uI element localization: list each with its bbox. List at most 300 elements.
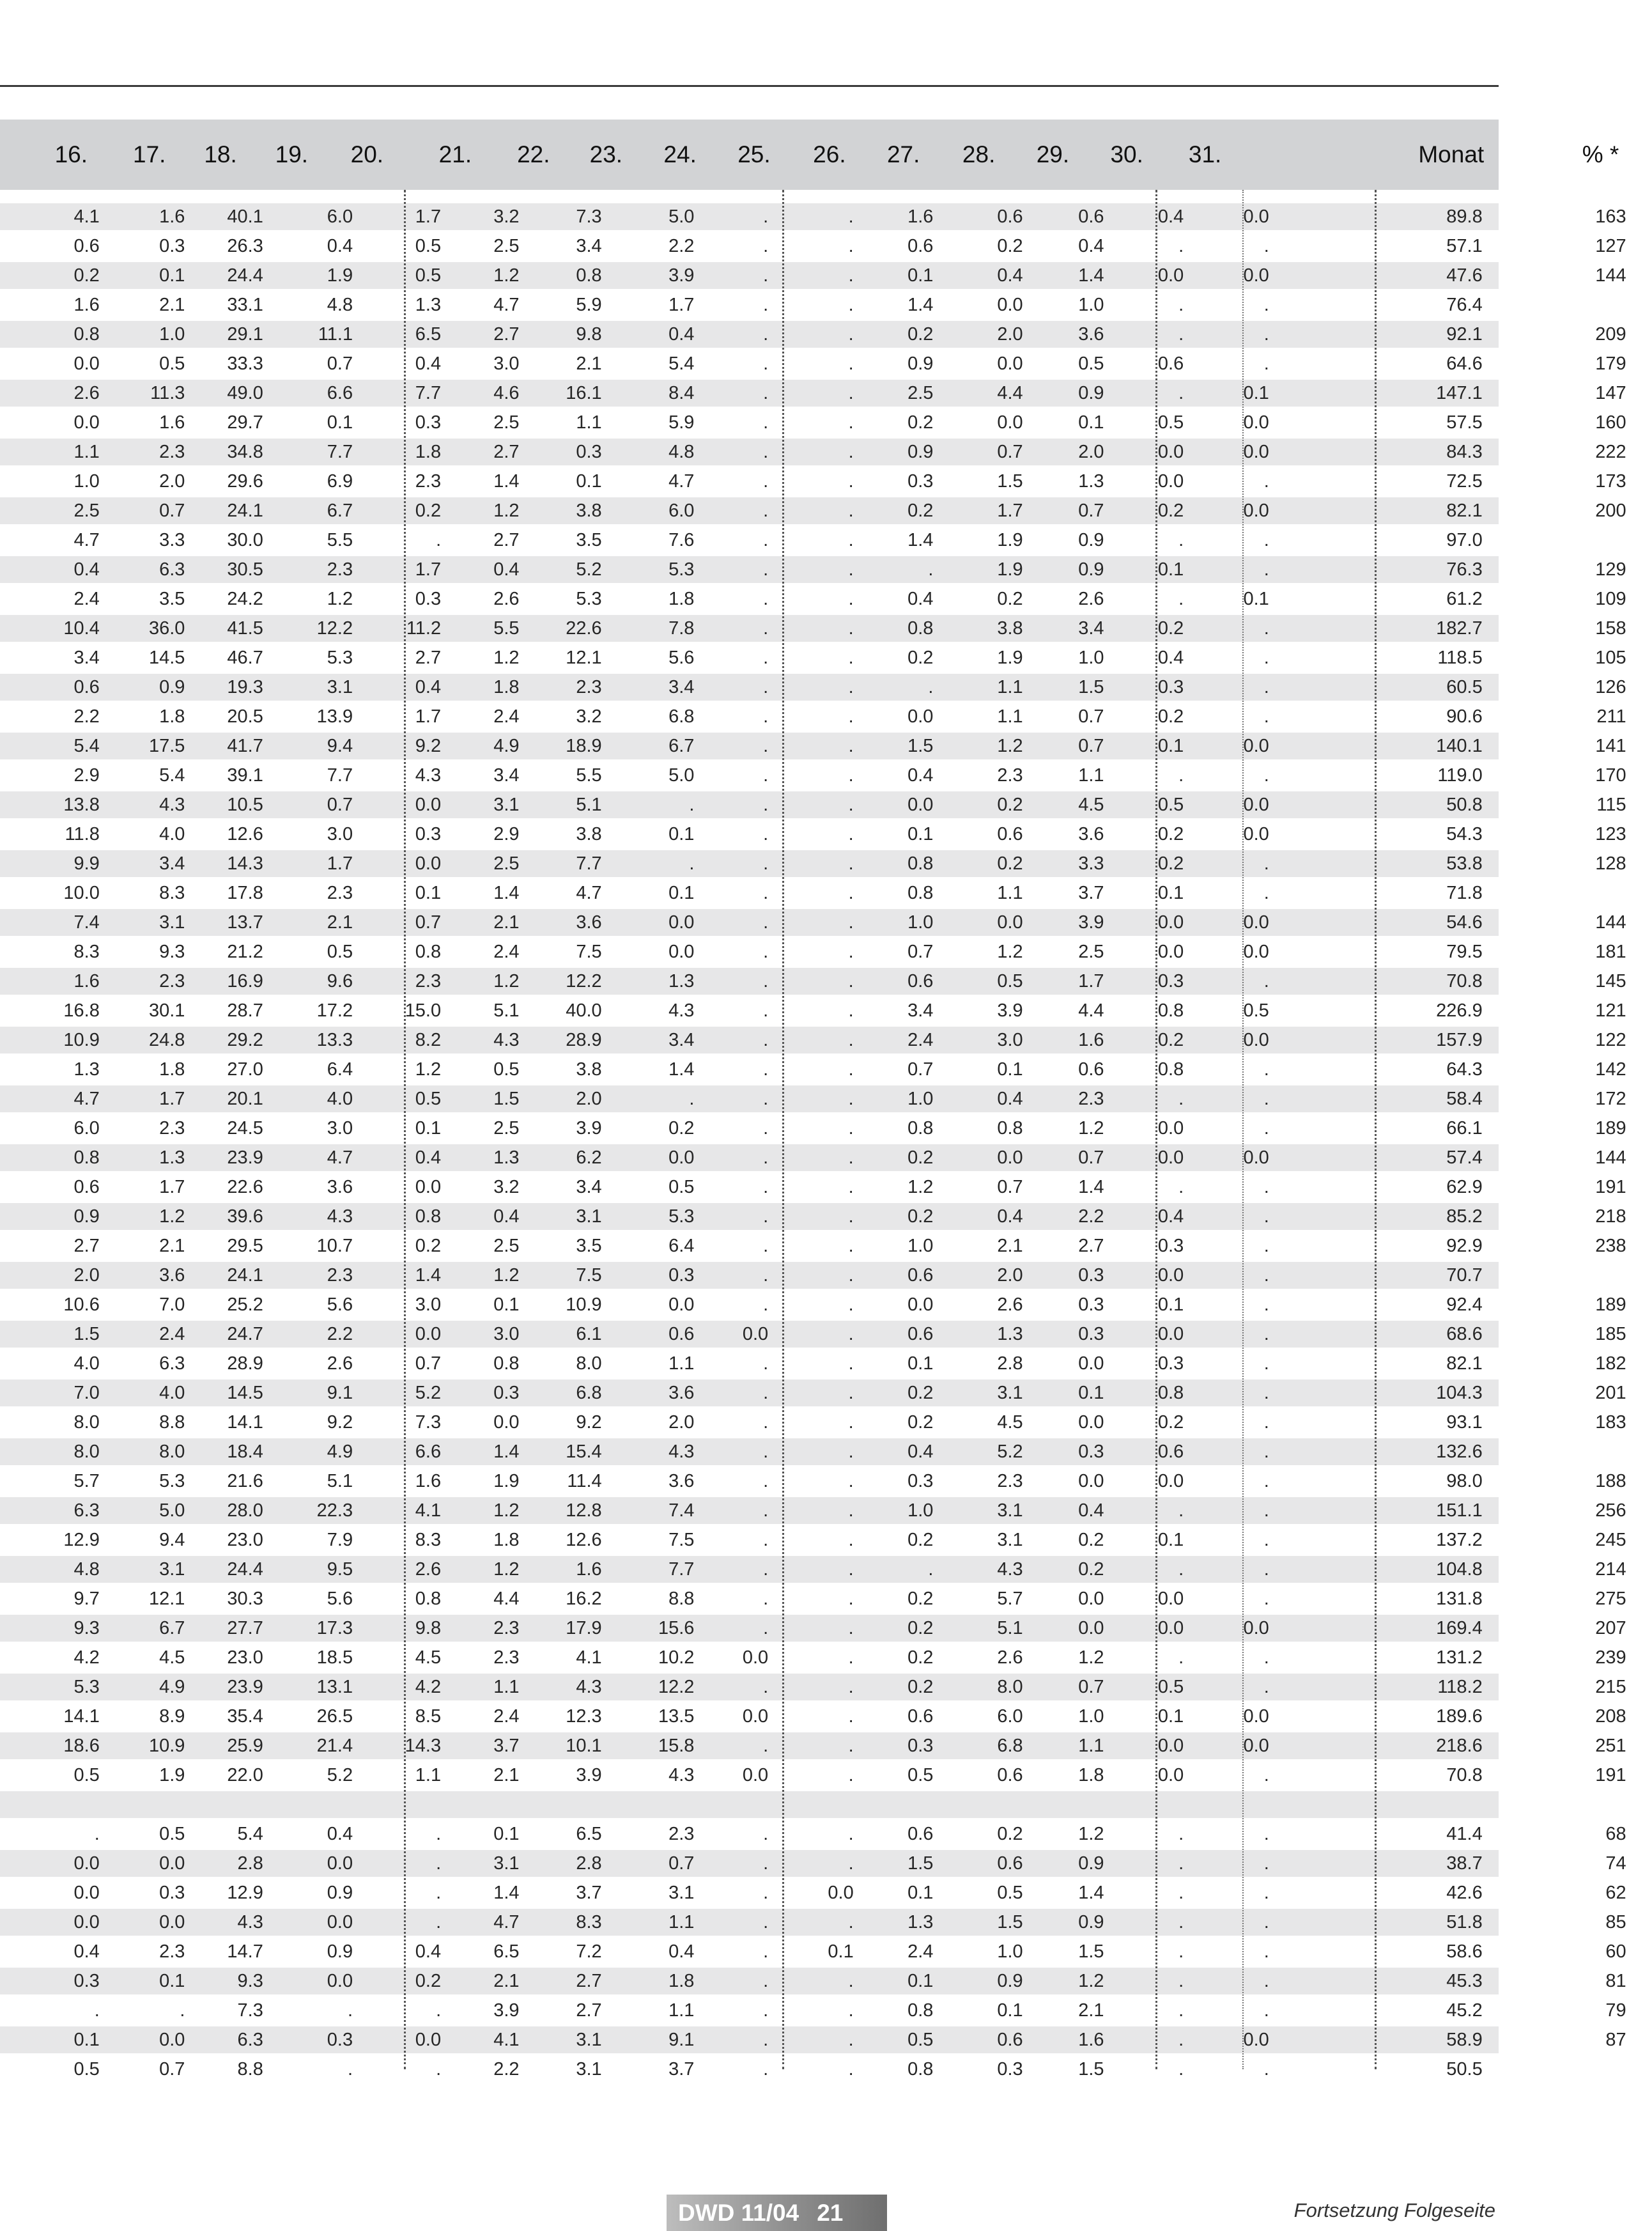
table-cell: . bbox=[848, 795, 854, 815]
table-cell: 0.0 bbox=[1157, 942, 1184, 962]
table-cell: 0.7 bbox=[907, 942, 934, 962]
table-cell: 0.8 bbox=[493, 1353, 520, 1374]
table-row bbox=[0, 2055, 1499, 2084]
table-cell: 87 bbox=[1605, 2030, 1626, 2050]
table-cell: 3.9 bbox=[493, 2000, 520, 2021]
table-cell: 51.8 bbox=[1446, 1912, 1483, 1932]
table-cell: 7.3 bbox=[237, 2000, 263, 2021]
table-cell: 6.3 bbox=[159, 559, 185, 580]
table-cell: 3.1 bbox=[576, 2030, 602, 2050]
table-cell: 5.2 bbox=[415, 1383, 442, 1403]
table-cell: 0.3 bbox=[1157, 1353, 1184, 1374]
table-cell: . bbox=[848, 1765, 854, 1785]
table-cell: 3.9 bbox=[668, 265, 695, 286]
table-cell: 6.8 bbox=[997, 1736, 1023, 1756]
table-cell: 7.8 bbox=[668, 618, 695, 639]
table-cell: 13.5 bbox=[658, 1706, 695, 1727]
table-cell: 2.4 bbox=[493, 1706, 520, 1727]
table-cell: 24.4 bbox=[227, 265, 263, 286]
table-cell: 3.1 bbox=[159, 1559, 185, 1580]
table-cell: 207 bbox=[1595, 1618, 1626, 1638]
table-cell bbox=[1531, 1437, 1626, 1466]
table-cell: 222 bbox=[1595, 442, 1626, 462]
table-cell: 34.8 bbox=[227, 442, 263, 462]
table-cell bbox=[1249, 996, 1345, 1025]
table-cell: 22.0 bbox=[227, 1765, 263, 1785]
table-cell: . bbox=[763, 206, 769, 227]
table-cell: 50.8 bbox=[1446, 795, 1483, 815]
table-cell: . bbox=[763, 1530, 769, 1550]
table-cell: . bbox=[763, 1618, 769, 1638]
table-cell: 0.0 bbox=[415, 853, 442, 874]
table-cell: . bbox=[1178, 1824, 1184, 1844]
table-cell bbox=[1249, 1114, 1345, 1143]
table-cell: . bbox=[1263, 1530, 1269, 1550]
table-cell: 0.2 bbox=[997, 795, 1023, 815]
table-cell: 1.2 bbox=[1078, 1647, 1104, 1668]
table-cell: 1.0 bbox=[907, 912, 934, 933]
table-cell: 20.1 bbox=[227, 1089, 263, 1109]
table-cell: . bbox=[1263, 1824, 1269, 1844]
table-cell: 0.0 bbox=[1157, 1471, 1184, 1491]
table-cell bbox=[1249, 643, 1345, 672]
table-cell: 0.1 bbox=[1157, 559, 1184, 580]
table-cell: 0.2 bbox=[997, 1824, 1023, 1844]
table-cell: . bbox=[763, 795, 769, 815]
table-cell: . bbox=[1178, 295, 1184, 315]
table-cell: . bbox=[1263, 1059, 1269, 1080]
table-cell: 2.1 bbox=[493, 1971, 520, 1991]
table-cell: 8.4 bbox=[668, 383, 695, 403]
table-cell: 0.0 bbox=[1157, 1736, 1184, 1756]
table-cell: 4.3 bbox=[159, 795, 185, 815]
top-rule bbox=[0, 85, 1499, 87]
table-cell: 7.6 bbox=[668, 530, 695, 550]
table-row bbox=[0, 1672, 1626, 1702]
table-cell: 0.7 bbox=[1078, 1147, 1104, 1168]
table-cell: . bbox=[763, 1941, 769, 1962]
table-cell: 256 bbox=[1595, 1500, 1626, 1521]
table-cell: 47.6 bbox=[1446, 265, 1483, 286]
table-cell: 2.1 bbox=[327, 912, 353, 933]
table-cell: 0.0 bbox=[1078, 1589, 1104, 1609]
table-cell: 0.0 bbox=[668, 912, 695, 933]
table-cell: . bbox=[848, 942, 854, 962]
table-cell: 1.8 bbox=[668, 589, 695, 609]
table-cell: 1.7 bbox=[1078, 971, 1104, 991]
table-cell: 11.2 bbox=[406, 618, 442, 639]
table-cell: 68.6 bbox=[1446, 1324, 1483, 1344]
table-cell: 0.4 bbox=[997, 265, 1023, 286]
table-cell: 182.7 bbox=[1436, 618, 1483, 639]
table-cell: . bbox=[848, 1912, 854, 1932]
table-cell bbox=[1249, 1996, 1345, 2025]
table-cell: 2.6 bbox=[327, 1353, 353, 1374]
table-cell: 0.8 bbox=[907, 2000, 934, 2021]
table-cell: 3.2 bbox=[493, 206, 520, 227]
table-cell: . bbox=[436, 2059, 442, 2079]
table-cell: 1.5 bbox=[1078, 1941, 1104, 1962]
table-cell: 4.2 bbox=[73, 1647, 100, 1668]
table-cell: 5.3 bbox=[73, 1677, 100, 1697]
table-cell: 14.3 bbox=[405, 1736, 442, 1756]
table-cell: 209 bbox=[1595, 324, 1626, 345]
table-cell: 2.3 bbox=[159, 442, 185, 462]
table-cell: 1.1 bbox=[997, 677, 1023, 697]
table-cell: 1.2 bbox=[159, 1206, 185, 1227]
table-cell: 0.7 bbox=[327, 795, 353, 815]
table-row bbox=[0, 820, 1626, 849]
table-cell: 0.2 bbox=[1078, 1559, 1104, 1580]
table-cell: 119.0 bbox=[1437, 765, 1483, 786]
table-cell: . bbox=[763, 1589, 769, 1609]
table-cell: . bbox=[436, 1883, 442, 1903]
table-cell: . bbox=[763, 971, 769, 991]
table-cell: 7.5 bbox=[576, 1265, 602, 1286]
table-cell: 0.5 bbox=[327, 942, 353, 962]
table-row bbox=[0, 1908, 1626, 1937]
table-cell: 0.3 bbox=[159, 236, 185, 256]
table-cell: 0.3 bbox=[997, 2059, 1023, 2079]
table-cell: 0.0 bbox=[1078, 1471, 1104, 1491]
table-cell: . bbox=[689, 1089, 695, 1109]
table-cell: 2.2 bbox=[668, 236, 695, 256]
table-cell: . bbox=[763, 412, 769, 433]
table-cell: 22.3 bbox=[316, 1500, 353, 1521]
table-cell: . bbox=[763, 265, 769, 286]
table-cell: . bbox=[848, 324, 854, 345]
table-cell: 41.4 bbox=[1446, 1824, 1483, 1844]
table-cell: . bbox=[1263, 883, 1269, 903]
table-cell: . bbox=[763, 912, 769, 933]
table-cell: . bbox=[180, 2000, 185, 2021]
table-cell: 0.0 bbox=[73, 1853, 100, 1874]
table-cell: 4.4 bbox=[997, 383, 1023, 403]
table-cell: 5.9 bbox=[576, 295, 602, 315]
table-cell: . bbox=[436, 1824, 442, 1844]
table-cell: . bbox=[848, 912, 854, 933]
table-cell: 62.9 bbox=[1446, 1177, 1483, 1197]
table-cell: . bbox=[763, 471, 769, 492]
table-cell: 3.1 bbox=[997, 1383, 1023, 1403]
table-cell: . bbox=[928, 1559, 934, 1580]
table-cell: . bbox=[1263, 236, 1269, 256]
table-row bbox=[0, 1466, 1626, 1496]
table-cell: 2.3 bbox=[1078, 1089, 1104, 1109]
table-cell: . bbox=[848, 677, 854, 697]
table-cell: 0.7 bbox=[1078, 706, 1104, 727]
table-cell: 0.0 bbox=[415, 795, 442, 815]
table-cell: 5.1 bbox=[327, 1471, 353, 1491]
table-cell: 0.0 bbox=[828, 1883, 854, 1903]
table-cell: 0.8 bbox=[415, 1206, 442, 1227]
table-cell: 9.1 bbox=[668, 2030, 695, 2050]
table-cell: 8.8 bbox=[237, 2059, 263, 2079]
table-cell: 0.2 bbox=[997, 589, 1023, 609]
table-cell: 141 bbox=[1595, 736, 1626, 756]
table-cell: 0.7 bbox=[907, 1059, 934, 1080]
table-cell: 0.7 bbox=[1078, 501, 1104, 521]
table-cell: 17.9 bbox=[566, 1618, 602, 1638]
table-cell: 24.2 bbox=[227, 589, 263, 609]
table-cell bbox=[1249, 231, 1345, 261]
table-cell bbox=[1249, 1555, 1345, 1584]
table-cell: . bbox=[848, 412, 854, 433]
table-cell: 92.4 bbox=[1446, 1294, 1483, 1315]
table-cell: 0.4 bbox=[997, 1206, 1023, 1227]
table-cell: 3.0 bbox=[327, 824, 353, 844]
table-cell: 10.9 bbox=[566, 1294, 602, 1315]
table-cell: . bbox=[763, 530, 769, 550]
table-cell: . bbox=[763, 324, 769, 345]
table-cell bbox=[1249, 1378, 1345, 1408]
table-cell: 0.0 bbox=[1157, 471, 1184, 492]
table-cell bbox=[1249, 1790, 1345, 1819]
table-cell: 0.8 bbox=[576, 265, 602, 286]
table-cell: 84.3 bbox=[1446, 442, 1483, 462]
table-cell bbox=[837, 1790, 933, 1819]
table-cell: 4.3 bbox=[668, 1442, 695, 1462]
table-cell: 50.5 bbox=[1446, 2059, 1483, 2079]
table-cell: 3.5 bbox=[159, 589, 185, 609]
table-cell: 1.5 bbox=[1078, 677, 1104, 697]
table-cell: 0.0 bbox=[327, 1971, 353, 1991]
table-row bbox=[0, 1349, 1626, 1378]
table-cell bbox=[1249, 1408, 1345, 1437]
table-cell: 1.8 bbox=[415, 442, 442, 462]
table-cell: 137.2 bbox=[1436, 1530, 1483, 1550]
table-cell: 0.0 bbox=[327, 1912, 353, 1932]
table-cell: 9.8 bbox=[415, 1618, 442, 1638]
table-cell: 1.7 bbox=[415, 206, 442, 227]
table-cell: 2.3 bbox=[327, 559, 353, 580]
table-cell: 2.5 bbox=[493, 1236, 520, 1256]
table-cell: 0.0 bbox=[742, 1706, 769, 1727]
table-cell: 3.3 bbox=[159, 530, 185, 550]
table-cell: 109 bbox=[1595, 589, 1626, 609]
table-cell: . bbox=[1263, 706, 1269, 727]
table-cell: 1.1 bbox=[997, 706, 1023, 727]
table-cell: 10.9 bbox=[148, 1736, 185, 1756]
table-cell: 2.6 bbox=[415, 1559, 442, 1580]
table-cell: 0.4 bbox=[668, 324, 695, 345]
table-row bbox=[0, 849, 1626, 878]
table-cell: 89.8 bbox=[1446, 206, 1483, 227]
table-cell: 1.6 bbox=[576, 1559, 602, 1580]
table-cell: 1.2 bbox=[997, 736, 1023, 756]
table-cell: . bbox=[763, 2059, 769, 2079]
table-cell: 7.3 bbox=[415, 1412, 442, 1433]
table-cell: 12.1 bbox=[566, 648, 602, 668]
table-cell: 8.8 bbox=[159, 1412, 185, 1433]
table-row bbox=[0, 467, 1626, 496]
table-cell bbox=[1249, 496, 1345, 525]
table-cell: . bbox=[763, 1971, 769, 1991]
table-cell: 24.1 bbox=[227, 501, 263, 521]
table-cell: 1.0 bbox=[907, 1236, 934, 1256]
table-cell: 4.8 bbox=[327, 295, 353, 315]
table-cell: 21.6 bbox=[227, 1471, 263, 1491]
table-cell: 3.1 bbox=[576, 1206, 602, 1227]
table-cell: 4.9 bbox=[159, 1677, 185, 1697]
table-cell: 172 bbox=[1595, 1089, 1626, 1109]
table-cell: 0.5 bbox=[1078, 354, 1104, 374]
table-cell: 5.4 bbox=[159, 765, 185, 786]
table-row bbox=[0, 1849, 1626, 1878]
table-cell: 9.3 bbox=[159, 942, 185, 962]
table-cell: 4.3 bbox=[668, 1765, 695, 1785]
publication-badge bbox=[667, 2195, 887, 2231]
table-row bbox=[0, 1878, 1626, 1908]
table-cell: . bbox=[848, 1471, 854, 1491]
table-cell: 1.7 bbox=[997, 501, 1023, 521]
table-cell: . bbox=[848, 1147, 854, 1168]
table-cell: . bbox=[1263, 1912, 1269, 1932]
table-cell: 1.2 bbox=[1078, 1824, 1104, 1844]
table-cell: 2.1 bbox=[576, 354, 602, 374]
table-cell: 9.2 bbox=[576, 1412, 602, 1433]
table-cell: 14.1 bbox=[63, 1706, 100, 1727]
table-cell: 0.0 bbox=[1157, 1765, 1184, 1785]
table-cell: 0.2 bbox=[997, 853, 1023, 874]
table-cell: 0.2 bbox=[668, 1118, 695, 1139]
table-cell: 160 bbox=[1595, 412, 1626, 433]
table-cell: 3.9 bbox=[997, 1000, 1023, 1021]
table-cell: 0.9 bbox=[1078, 1912, 1104, 1932]
table-cell: 2.4 bbox=[493, 706, 520, 727]
table-cell: 0.0 bbox=[1243, 442, 1269, 462]
table-cell: 0.0 bbox=[73, 1883, 100, 1903]
table-cell: 9.2 bbox=[327, 1412, 353, 1433]
table-cell: 5.6 bbox=[668, 648, 695, 668]
table-cell: . bbox=[763, 853, 769, 874]
table-row bbox=[0, 320, 1626, 349]
table-cell bbox=[1249, 437, 1345, 467]
table-cell: 0.0 bbox=[1243, 795, 1269, 815]
table-cell: 0.3 bbox=[1078, 1294, 1104, 1315]
table-cell: 1.0 bbox=[73, 471, 100, 492]
table-cell: 4.5 bbox=[415, 1647, 442, 1668]
table-cell: . bbox=[848, 1177, 854, 1197]
table-cell: 1.6 bbox=[1078, 2030, 1104, 2050]
table-cell: 211 bbox=[1596, 706, 1626, 727]
table-cell: 0.1 bbox=[668, 883, 695, 903]
table-cell: 12.2 bbox=[658, 1677, 695, 1697]
table-cell: 0.4 bbox=[493, 559, 520, 580]
header-cell: 28. bbox=[962, 141, 996, 167]
table-cell: 0.9 bbox=[327, 1883, 353, 1903]
header-cell: 17. bbox=[133, 141, 166, 167]
table-cell: 1.2 bbox=[997, 942, 1023, 962]
table-cell: 7.7 bbox=[327, 442, 353, 462]
table-cell: 0.1 bbox=[493, 1824, 520, 1844]
table-cell: 5.1 bbox=[493, 1000, 520, 1021]
table-cell: . bbox=[1178, 765, 1184, 786]
table-cell: 0.6 bbox=[73, 236, 100, 256]
table-cell: 8.3 bbox=[73, 942, 100, 962]
table-cell: 0.0 bbox=[907, 706, 934, 727]
table-cell: . bbox=[1263, 1383, 1269, 1403]
table-cell: 0.1 bbox=[907, 265, 934, 286]
table-cell: . bbox=[848, 1647, 854, 1668]
table-cell: 12.9 bbox=[227, 1883, 263, 1903]
table-cell: . bbox=[763, 824, 769, 844]
table-cell bbox=[1249, 1731, 1345, 1761]
table-cell bbox=[1531, 878, 1626, 908]
table-cell: 0.0 bbox=[1157, 1324, 1184, 1344]
table-cell: 5.7 bbox=[73, 1471, 100, 1491]
table-cell: 1.0 bbox=[1078, 1706, 1104, 1727]
table-cell: 2.3 bbox=[415, 971, 442, 991]
table-cell: 12.2 bbox=[316, 618, 353, 639]
table-cell: 0.6 bbox=[1157, 354, 1184, 374]
table-row bbox=[0, 1525, 1626, 1555]
header-cell: 22. bbox=[517, 141, 550, 167]
table-cell: 4.7 bbox=[668, 471, 695, 492]
table-cell: . bbox=[1263, 1971, 1269, 1991]
table-row bbox=[0, 1378, 1626, 1408]
table-cell: . bbox=[848, 1677, 854, 1697]
table-cell: 64.3 bbox=[1446, 1059, 1483, 1080]
table-cell: 2.5 bbox=[493, 1118, 520, 1139]
table-cell: 0.3 bbox=[1078, 1324, 1104, 1344]
table-cell: 0.0 bbox=[742, 1647, 769, 1668]
table-cell: 9.4 bbox=[159, 1530, 185, 1550]
table-cell: . bbox=[1178, 324, 1184, 345]
table-cell: 0.1 bbox=[997, 1059, 1023, 1080]
table-cell: 0.1 bbox=[907, 824, 934, 844]
table-cell: 28.9 bbox=[566, 1030, 602, 1050]
table-cell: 0.0 bbox=[1243, 736, 1269, 756]
table-cell: 53.8 bbox=[1446, 853, 1483, 874]
table-cell: 0.1 bbox=[1157, 1530, 1184, 1550]
table-cell: 1.3 bbox=[73, 1059, 100, 1080]
table-cell: 6.8 bbox=[576, 1383, 602, 1403]
table-row bbox=[0, 349, 1626, 378]
table-row bbox=[0, 525, 1499, 555]
table-cell: 118.2 bbox=[1437, 1677, 1483, 1697]
column-divider bbox=[1155, 190, 1157, 2069]
table-cell: 13.9 bbox=[316, 706, 353, 727]
table-cell bbox=[1249, 349, 1345, 378]
table-cell: . bbox=[94, 2000, 100, 2021]
table-cell: 0.6 bbox=[907, 971, 934, 991]
table-row bbox=[0, 1613, 1626, 1643]
table-cell: 17.5 bbox=[148, 736, 185, 756]
table-cell: 68 bbox=[1605, 1824, 1626, 1844]
table-cell: 5.5 bbox=[327, 530, 353, 550]
table-cell: 8.8 bbox=[668, 1589, 695, 1609]
table-cell: 0.2 bbox=[1157, 706, 1184, 727]
column-divider bbox=[404, 190, 406, 2069]
table-cell: 2.0 bbox=[576, 1089, 602, 1109]
table-cell: 1.2 bbox=[327, 589, 353, 609]
table-cell: 0.8 bbox=[907, 883, 934, 903]
table-cell: 2.6 bbox=[997, 1294, 1023, 1315]
table-cell: 0.3 bbox=[1157, 1236, 1184, 1256]
table-cell bbox=[1531, 1790, 1626, 1819]
table-cell: 1.5 bbox=[997, 471, 1023, 492]
table-cell: 0.5 bbox=[1157, 412, 1184, 433]
table-cell: 144 bbox=[1595, 1147, 1626, 1168]
table-cell: 6.5 bbox=[493, 1941, 520, 1962]
table-cell: 0.5 bbox=[907, 1765, 934, 1785]
table-cell: . bbox=[928, 677, 934, 697]
header-cell: 29. bbox=[1036, 141, 1070, 167]
table-cell: 0.6 bbox=[997, 1853, 1023, 1874]
table-cell: 0.9 bbox=[327, 1941, 353, 1962]
table-cell: 54.3 bbox=[1446, 824, 1483, 844]
